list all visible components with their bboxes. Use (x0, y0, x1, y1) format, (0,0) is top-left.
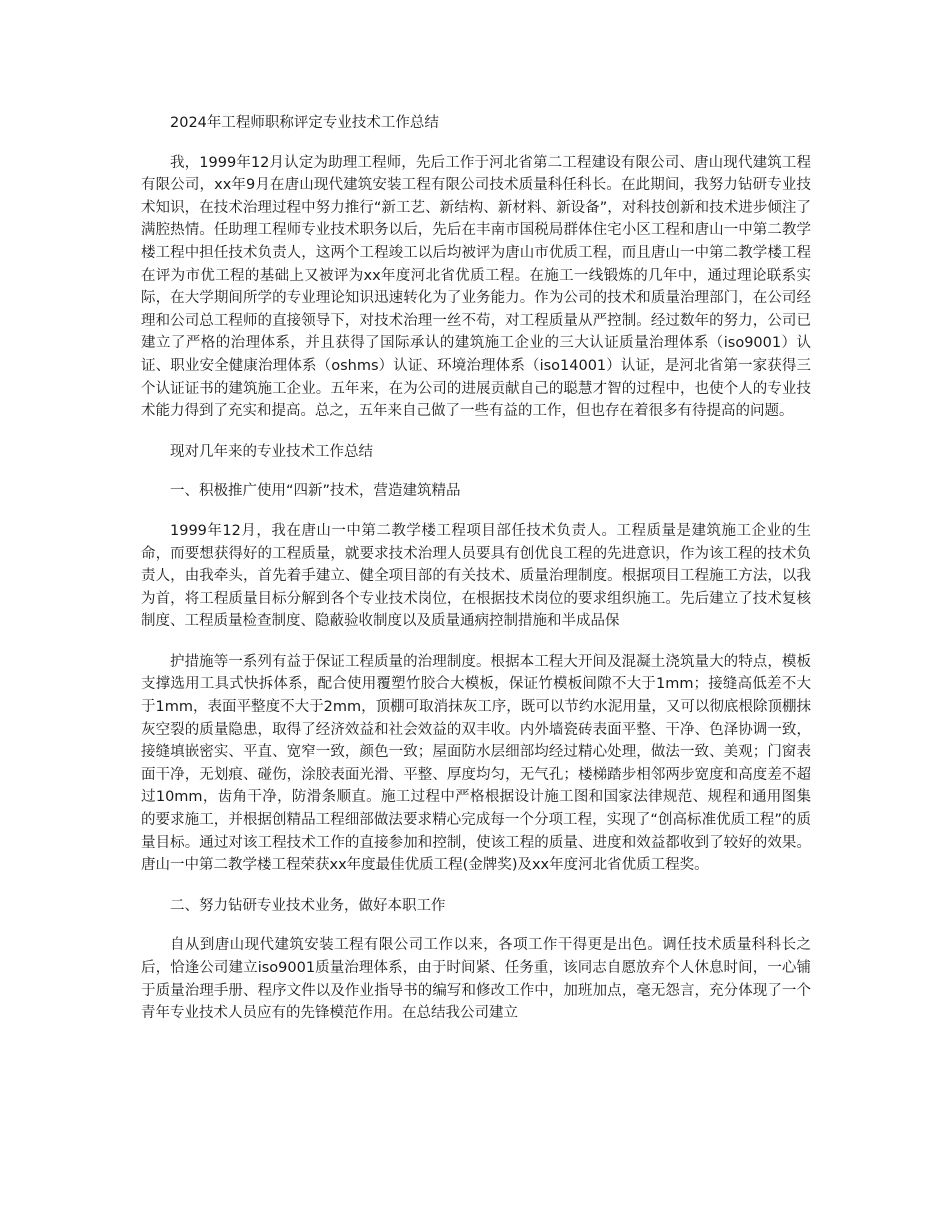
section-1-paragraph-2: 护措施等一系列有益于保证工程质量的治理制度。根据本工程大开间及混凝土浇筑量大的特点，模板支撑选用工具式快拆体系，配合使用覆塑竹胶合大模板，保证竹模板间隙不大于1mm；接缝高低差不大于1mm，表面平整度不大于2mm，顶棚可取消抹灰工序，既可以节约水泥用量，又可以彻底根除顶棚抹灰空裂的质量隐患，取得了经济效益和社会效益的双丰收。内外墙瓷砖表面平整、干净、色泽协调一致，接缝填嵌密实、平直、宽窄一致，颜色一致；屋面防水层细部均经过精心处理，做法一致、美观；门窗表面干净，无划痕、碰伤，涂胶表面光滑、平整、厚度均匀，无气孔；楼梯踏步相邻两步宽度和高度差不超过10mm，齿角干净，防滑条顺直。施工过程中严格根据设计施工图和国家法律规范、规程和通用图集的要求施工，并根据创精品工程细部做法要求精心完成每一个分项工程，实现了“创高标准优质工程”的质量目标。通过对该工程技术工作的直接参加和控制，使该工程的质量、进度和效益都收到了较好的效果。唐山一中第二教学楼工程荣获xx年度最佳优质工程(金牌奖)及xx年度河北省优质工程奖。 (141, 653, 811, 874)
summary-heading: 现对几年来的专业技术工作总结 (170, 443, 373, 460)
section-1-heading: 一、积极推广使用“四新”技术，营造建筑精品 (170, 483, 461, 500)
section-2-heading: 二、努力钻研专业技术业务，做好本职工作 (170, 897, 446, 914)
section-2-paragraph-1: 自从到唐山现代建筑安装工程有限公司工作以来，各项工作干得更是出色。调任技术质量科科长之后，恰逢公司建立iso9001质量治理体系，由于时间紧、任务重，该同志自愿放弃个人休息时间，一心铺于质量治理手册、程序文件以及作业指导书的编写和修改工作中，加班加点，毫无怨言，充分体现了一个青年专业技术人员应有的先锋模范作用。在总结我公司建立 (141, 937, 811, 1022)
section-1-paragraph-1: 1999年12月，我在唐山一中第二教学楼工程项目部任技术负责人。工程质量是建筑施工企业的生命，而要想获得好的工程质量，就要求技术治理人员要具有创优良工程的先进意识，作为该工程的技术负责人，由我牵头，首先着手建立、健全项目部的有关技术、质量治理制度。根据项目工程施工方法，以我为首，将工程质量目标分解到各个专业技术岗位，在根据技术岗位的要求组织施工。先后建立了技术复核制度、工程质量检查制度、隐蔽验收制度以及质量通病控制措施和半成品保 (141, 522, 811, 630)
document-body (141, 112, 811, 1043)
document-title: 2024年工程师职称评定专业技术工作总结 (170, 115, 439, 131)
intro-paragraph: 我，1999年12月认定为助理工程师，先后工作于河北省第二工程建设有限公司、唐山现代建筑工程有限公司，xx年9月在唐山现代建筑安装工程有限公司技术质量科任科长。在此期间，我努力钻研专业技术知识，在技术治理过程中努力推行“新工艺、新结构、新材料、新设备”，对科技创新和技术进步倾注了满腔热情。任助理工程师专业技术职务以后，先后在丰南市国税局群体住宅小区工程和唐山一中第二教学楼工程中担任技术负责人，这两个工程竣工以后均被评为唐山市优质工程，而且唐山一中第二教学楼工程在评为市优工程的基础上又被评为xx年度河北省优质工程。在施工一线锻炼的几年中，通过理论联系实际，在大学期间所学的专业理论知识迅速转化为了业务能力。作为公司的技术和质量治理部门，在公司经理和公司总工程师的直接领导下，对技术治理一丝不苟，对工程质量从严控制。经过数年的努力，公司已建立了严格的治理体系，并且获得了国际承认的建筑施工企业的三大认证质量治理体系（iso9001）认证、职业安全健康治理体系（oshms）认证、环境治理体系（iso14001）认证，是河北省第一家获得三个认证证书的建筑施工企业。五年来，在为公司的进展贡献自己的聪慧才智的过程中，也使个人的专业技术能力得到了充实和提高。总之，五年来自己做了一些有益的工作，但也存在着很多有待提高的问题。 (141, 154, 811, 420)
